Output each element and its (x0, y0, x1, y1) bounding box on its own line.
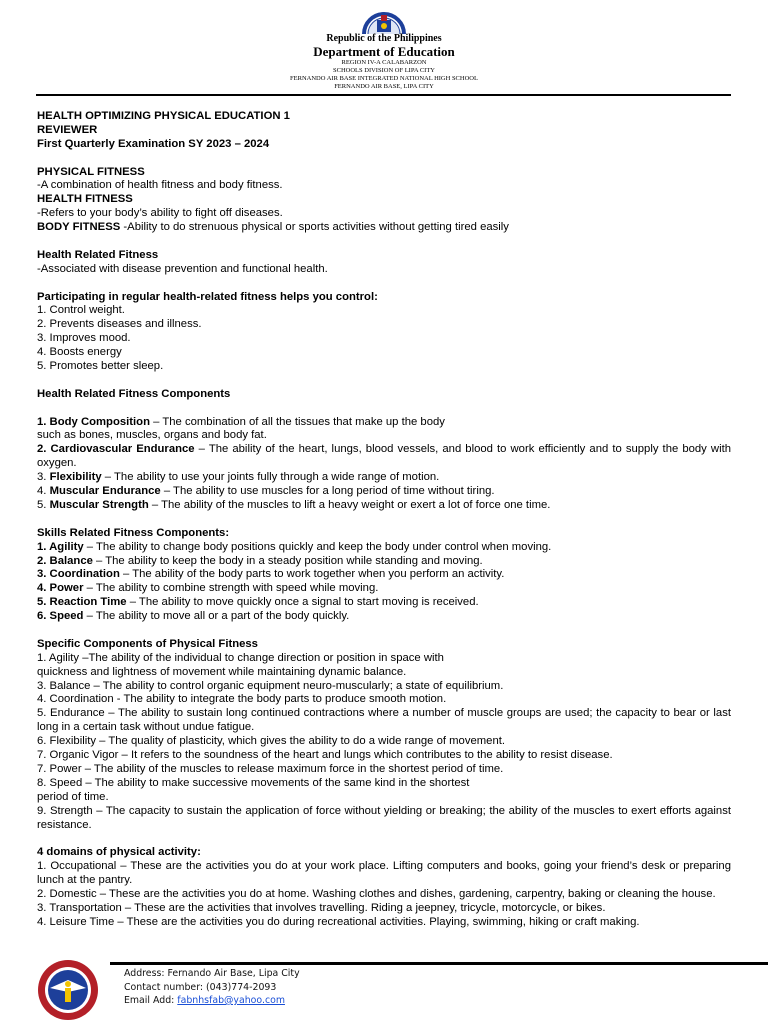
footer-address: Address: Fernando Air Base, Lipa City (124, 968, 300, 979)
list-item: 1. Agility – The ability to change body positions quickly and keep the body under control when moving. (37, 540, 552, 553)
list-item: 7. Organic Vigor – It refers to the soundness of the heart and lungs which contributes to the ability to resist disease. (37, 749, 613, 762)
list-item: 2. Balance – The ability to keep the body in a steady position while standing and moving. (37, 554, 483, 567)
list-item: 2. Cardiovascular Endurance – The ability of the heart, lungs, blood vessels, and blood to work efficiently and to supply the body with oxygen. (37, 443, 732, 470)
list-item: 4. Leisure Time – These are the activities you do during recreational activities. Playing, swimming, hiking or craft making. (37, 915, 640, 928)
list-item: 4. Muscular Endurance – The ability to use muscles for a long period of time without tiring. (37, 485, 495, 498)
definition-text: -Refers to your body’s ability to fight off diseases. (37, 207, 283, 220)
list-item: period of time. (37, 790, 109, 803)
footer-contact-number: Contact number: (043)774-2093 (124, 981, 277, 993)
list-item: 1. Occupational – These are the activities you do at your work place. Lifting computers and books, going your friend’s desk or preparing lunch at the pantry. (37, 860, 731, 887)
list-item: 3. Coordination – The ability of the body parts to work together when you perform an activity. (37, 568, 505, 581)
list-item: 5. Reaction Time – The ability to move quickly once a signal to start moving is received. (37, 596, 479, 609)
list-item: quickness and lightness of movement while maintaining dynamic balance. (37, 665, 407, 678)
section-heading: Participating in regular health-related fitness helps you control: (37, 290, 378, 303)
list-item: 4. Coordination - The ability to integrate the body parts to produce smooth motion. (37, 693, 447, 706)
doc-exam-line: First Quarterly Examination SY 2023 – 2024 (37, 137, 270, 150)
term: 6. Speed (37, 610, 84, 623)
term: 5. Reaction Time (37, 596, 127, 609)
definition-text: -A combination of health fitness and body fitness. (37, 179, 283, 192)
definition-text: -Associated with disease prevention and functional health. (37, 262, 328, 275)
list-item: 5. Endurance – The ability to sustain long continued contractions where a number of muscle groups are used; the capacity to bear or last long in a certain task without undue fatigue. (37, 707, 731, 734)
list-item: 3. Balance – The ability to control organic equipment neuro-muscularly; a state of equilibrium. (37, 679, 504, 692)
term: 3. Coordination (37, 568, 120, 581)
header-region: REGION IV-A CALABARZON (341, 59, 427, 66)
deped-seal-logo (360, 6, 408, 36)
term: Flexibility (49, 471, 102, 484)
doc-subtitle: REVIEWER (37, 123, 98, 136)
list-item: 7. Power – The ability of the muscles to release maximum force in the shortest period of time. (37, 762, 504, 775)
header-division: SCHOOLS DIVISION OF LIPA CITY (333, 67, 435, 74)
section-heading: Health Related Fitness (37, 248, 159, 261)
section-heading: 4 domains of physical activity: (37, 846, 201, 859)
footer-contact (124, 967, 300, 1008)
list-item: 6. Speed – The ability to move all or a part of the body quickly. (37, 610, 350, 623)
list-item: such as bones, muscles, organs and body fat. (37, 429, 267, 442)
term: 1. Body Composition (37, 415, 150, 428)
term: BODY FITNESS (37, 221, 121, 234)
section-heading: PHYSICAL FITNESS (37, 165, 145, 178)
definition-line (37, 221, 731, 235)
section-heading: Specific Components of Physical Fitness (37, 637, 258, 650)
definition-text: -Ability to do strenuous physical or sports activities without getting tired easily (120, 221, 509, 234)
section-heading: HEALTH FITNESS (37, 193, 133, 206)
list-item: 8. Speed – The ability to make successive movements of the same kind in the shortest (37, 776, 470, 789)
list-item: 2. Domestic – These are the activities you do at home. Washing clothes and dishes, gardening, carpentry, baking or cleaning the house. (37, 888, 716, 900)
school-seal-logo (36, 958, 100, 1022)
list-item: 3. Transportation – These are the activities that involves travelling. Riding a jeepney, tricycle, motorcycle, or bikes. (37, 901, 606, 914)
section-heading: Health Related Fitness Components (37, 387, 231, 400)
header-divider (36, 94, 731, 96)
list-item: 6. Flexibility – The quality of plasticity, which gives the ability to do a wide range of movement. (37, 735, 506, 748)
term: 1. Agility (37, 540, 84, 553)
list-item: 4. Boosts energy (37, 346, 122, 359)
header-address: FERNANDO AIR BASE, LIPA CITY (334, 83, 434, 90)
header-republic: Republic of the Philippines (326, 33, 442, 44)
term: 2. Cardiovascular Endurance (37, 443, 195, 456)
header-school: FERNANDO AIR BASE INTEGRATED NATIONAL HIGH SCHOOL (290, 75, 478, 82)
list-item: 1. Control weight. (37, 304, 125, 317)
doc-title: HEALTH OPTIMIZING PHYSICAL EDUCATION 1 (37, 110, 290, 122)
section-heading: Skills Related Fitness Components: (37, 526, 230, 539)
list-item: 3. Improves mood. (37, 332, 131, 345)
list-item: 2. Prevents diseases and illness. (37, 318, 202, 331)
document-body (37, 110, 731, 930)
list-item: 9. Strength – The capacity to sustain the application of force without yielding or breaking; the ability of the muscles to exert efforts against resistance. (37, 804, 731, 831)
term: Muscular Endurance (49, 485, 161, 498)
list-item: 1. Body Composition – The combination of all the tissues that make up the body (37, 415, 445, 428)
list-item: 5. Muscular Strength – The ability of the muscles to lift a heavy weight or exert a lot of force one time. (37, 498, 551, 511)
term: 4. Power (37, 582, 84, 595)
list-item: 5. Promotes better sleep. (37, 360, 164, 373)
header-department: Department of Education (313, 44, 455, 59)
list-item: 1. Agility –The ability of the individual to change direction or position in space with (37, 651, 444, 664)
footer-divider (110, 962, 768, 965)
footer-email-line: Email Add: fabnhsfab@yahoo.com (124, 995, 285, 1006)
term: Muscular Strength (49, 498, 149, 511)
list-item: 4. Power – The ability to combine strength with speed while moving. (37, 582, 379, 595)
term: 2. Balance (37, 554, 93, 567)
email-link[interactable]: fabnhsfab@yahoo.com (177, 995, 285, 1006)
list-item: 3. Flexibility – The ability to use your joints fully through a wide range of motion. (37, 471, 440, 484)
